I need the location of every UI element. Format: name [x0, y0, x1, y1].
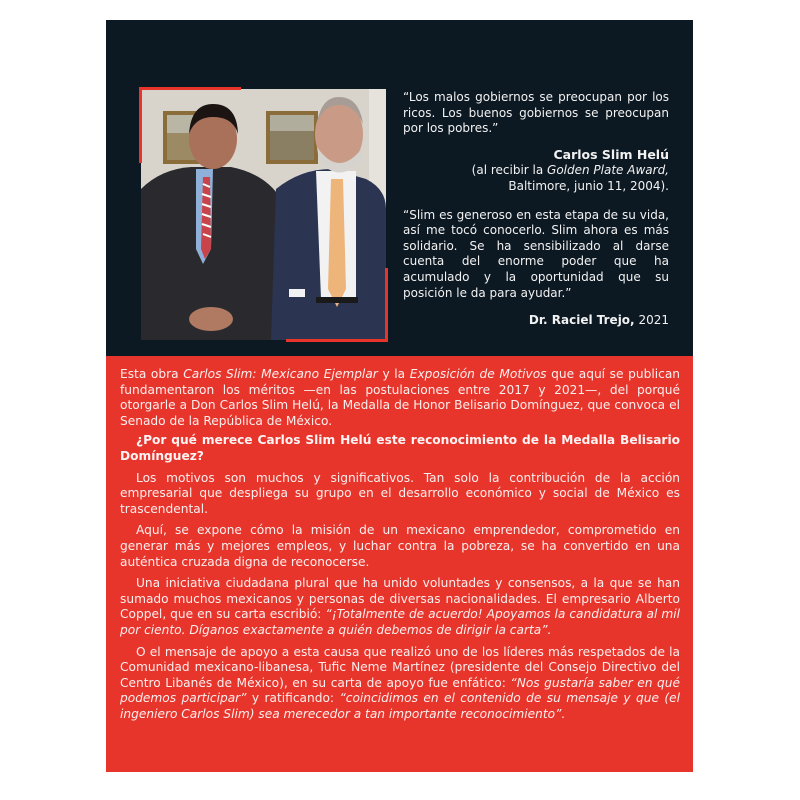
photo-frame	[141, 89, 386, 340]
quoted-letter: “Nos gustaría saber en qué podemos participar”	[120, 675, 681, 706]
text-run: que aquí se publican fundamentaron los méritos —en las postulaciones entre 2017 y 2021—, del porqué otorgarle a Don Carlos Slim Helú, la Medalla de Honor Belisario Domínguez, que convoca el Senado de la República de México.	[120, 367, 681, 428]
quoted-letter: “¡Totalmente de acuerdo! Apoyamos la candidatura al mil por ciento. Díganos exactamente a quién debemos de dirigir la carta”.	[120, 607, 680, 637]
quote-source-award: Golden Plate Award,	[547, 163, 669, 178]
paragraph	[120, 576, 680, 638]
quote-author: Carlos Slim Helú	[553, 146, 669, 162]
red-accent-corner	[385, 268, 388, 342]
section-question: ¿Por qué merece Carlos Slim Helú este reconocimiento de la Medalla Belisario Domínguez?	[120, 433, 680, 463]
paragraph: Aquí, se expone cómo la misión de un mexicano emprendedor, comprometido en generar más y mejores empleos, y luchar contra la pobreza, se ha convertido en una auténtica cruzada digna de reconocerse.	[120, 523, 680, 569]
book-title: Carlos Slim: Mexicano Ejemplar	[183, 367, 378, 381]
quote-author: Dr. Raciel Trejo,	[528, 313, 635, 328]
photo-two-men	[141, 89, 386, 340]
red-body-panel	[106, 356, 693, 772]
quote-attribution	[403, 147, 669, 195]
quotes-block	[403, 90, 669, 329]
quoted-letter: “coincidimos en el contenido de su mensaje y que (el ingeniero Carlos Slim) sea merecedor a tan importante reconocimiento”.	[120, 691, 680, 721]
text-run: y la	[377, 367, 410, 381]
book-page	[106, 20, 693, 772]
text-run: Esta obra	[120, 367, 184, 381]
text-run: y ratificando:	[246, 691, 340, 706]
body-text	[120, 367, 680, 722]
quote-source: (al recibir la	[471, 163, 548, 178]
paragraph: Los motivos son muchos y significativos. Tan solo la contribución de la acción empresarial que despliega su grupo en el desarrollo económico y social de México es trascendental.	[120, 470, 680, 516]
intro-paragraph	[120, 367, 680, 429]
text-run: Una iniciativa ciudadana plural que ha unido voluntades y consensos, a la que se han sumado muchos mexicanos y personas de diversas nacionalidades. El empresario Alberto Coppel, que en su carta escribió:	[120, 576, 680, 622]
dark-header-panel	[106, 20, 693, 356]
quote-slim: “Los malos gobiernos se preocupan por los ricos. Los buenos gobiernos se preocupan por los pobres.”	[403, 90, 669, 136]
document-title: Exposición de Motivos	[409, 367, 547, 381]
red-accent-corner	[286, 339, 388, 342]
quote-source-place-date: Baltimore, junio 11, 2004).	[508, 178, 669, 193]
red-accent-corner	[139, 87, 241, 90]
paragraph	[120, 645, 680, 723]
quote-trejo: “Slim es generoso en esta etapa de su vida, así me tocó conocerlo. Slim ahora es más solidario. Se ha sensibilizado al darse cuenta del enorme poder que ha acumulado y la oportunidad que su posición le da para ayudar.”	[403, 207, 669, 300]
quote-attribution	[403, 313, 669, 329]
red-accent-corner	[139, 87, 142, 163]
text-run: O el mensaje de apoyo a esta causa que realizó uno de los líderes más respetados de la Comunidad mexicano-libanesa, Tufic Neme Martínez (presidente del Consejo Directivo del Centro Libanés de México), en su carta de apoyo fue enfático:	[120, 644, 680, 690]
quote-year: 2021	[638, 313, 669, 328]
